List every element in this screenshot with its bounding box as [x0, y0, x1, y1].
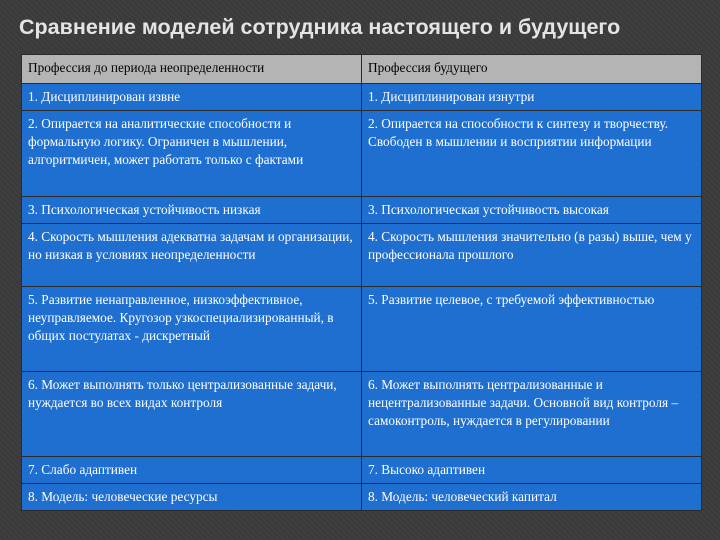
table-cell-present: 1. Дисциплинирован извне	[22, 84, 362, 111]
table-cell-present: 5. Развитие ненаправленное, низкоэффективное, неуправляемое. Кругозор узкоспециализированный, в общих постулатах - дискретный	[22, 287, 362, 372]
table-cell-future: 6. Может выполнять централизованные и нецентрализованные задачи. Основной вид контроля – самоконтроль, нуждается в регулировании	[362, 372, 702, 457]
comparison-table	[21, 54, 702, 511]
table-row	[22, 197, 702, 224]
table-row	[22, 372, 702, 457]
table-row	[22, 457, 702, 484]
table-cell-present: 4. Скорость мышления адекватна задачам и организации, но низкая в условиях неопределенности	[22, 224, 362, 287]
table-cell-present: 3. Психологическая устойчивость низкая	[22, 197, 362, 224]
header-cell-future: Профессия будущего	[362, 55, 702, 84]
table-cell-present: 2. Опирается на аналитические способности и формальную логику. Ограничен в мышлении, алгоритмичен, может работать только с фактами	[22, 111, 362, 197]
table-cell-future: 4. Скорость мышления значительно (в разы) выше, чем у профессионала прошлого	[362, 224, 702, 287]
table-row	[22, 84, 702, 111]
table-row	[22, 484, 702, 511]
table-row	[22, 224, 702, 287]
slide-title: Сравнение моделей сотрудника настоящего и будущего	[19, 15, 621, 39]
table-row	[22, 111, 702, 197]
header-cell-present: Профессия до периода неопределенности	[22, 55, 362, 84]
table-cell-present: 8. Модель: человеческие ресурсы	[22, 484, 362, 511]
table-cell-present: 6. Может выполнять только централизованные задачи, нуждается во всех видах контроля	[22, 372, 362, 457]
table-cell-present: 7. Слабо адаптивен	[22, 457, 362, 484]
table-cell-future: 3. Психологическая устойчивость высокая	[362, 197, 702, 224]
table-cell-future: 7. Высоко адаптивен	[362, 457, 702, 484]
table-cell-future: 2. Опирается на способности к синтезу и творчеству. Свободен в мышлении и восприятии информации	[362, 111, 702, 197]
table-header-row	[22, 55, 702, 84]
table-row	[22, 287, 702, 372]
table-cell-future: 5. Развитие целевое, с требуемой эффективностью	[362, 287, 702, 372]
table-cell-future: 8. Модель: человеческий капитал	[362, 484, 702, 511]
table-cell-future: 1. Дисциплинирован изнутри	[362, 84, 702, 111]
